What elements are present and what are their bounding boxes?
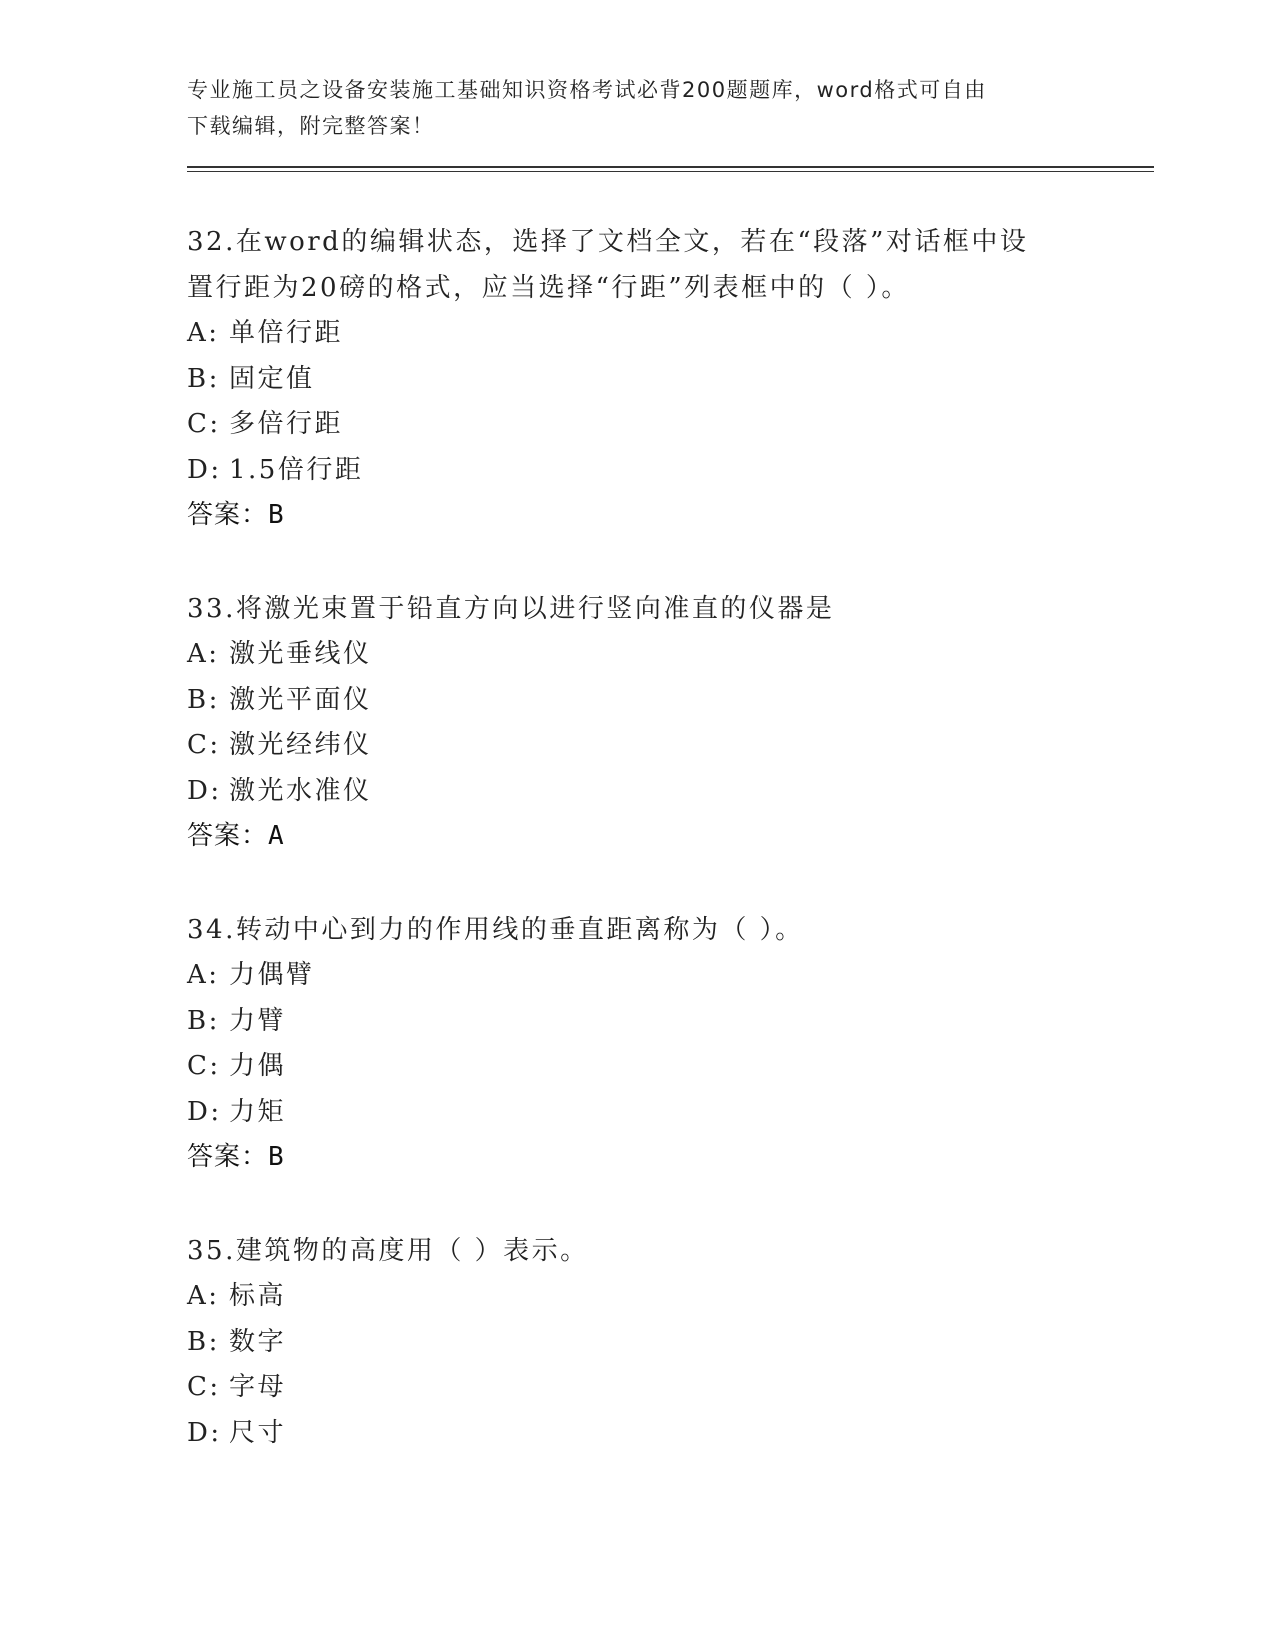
option-text: 数字 [229,1326,287,1357]
answer-line [187,1135,1147,1181]
header-divider [187,166,1154,172]
question-text-line: 32.在word的编辑状态，选择了文档全文，若在“段落”对话框中设 [187,227,1029,257]
option-label: B: [187,363,220,394]
option-text: 激光水准仪 [229,775,372,806]
question-text-line: 34.转动中心到力的作用线的垂直距离称为（ ）。 [187,914,804,945]
option-label: A: [187,1281,220,1311]
option-label: A: [187,960,220,990]
option-text: 激光垂线仪 [229,639,372,669]
option-text: 字母 [229,1372,287,1402]
option-b [187,999,1147,1045]
option-label: A: [187,639,220,669]
option-a [187,1274,1147,1320]
option-b [187,1320,1147,1366]
option-c [187,1044,1147,1090]
option-label: C: [187,409,221,439]
header-line-1: 专业施工员之设备安装施工基础知识资格考试必背200题题库，word格式可自由 [187,78,987,102]
option-a [187,311,1147,357]
option-text: 标高 [229,1281,287,1311]
option-label: A: [187,318,220,348]
question-text-line: 33.将激光束置于铅直方向以进行竖向准直的仪器是 [187,593,835,624]
option-label: C: [187,1372,221,1402]
option-label: D: [187,775,222,806]
document-header [187,72,1147,144]
option-text: 激光经纬仪 [229,730,372,760]
question-32 [187,220,1147,539]
option-text: 尺寸 [229,1417,287,1448]
option-a [187,953,1147,999]
option-text: 力偶 [229,1051,287,1081]
header-line-2: 下载编辑，附完整答案！ [187,114,435,138]
option-text: 1.5倍行距 [229,454,364,485]
option-label: C: [187,1051,221,1081]
answer-prefix: 答案： [187,1142,269,1172]
option-b [187,357,1147,403]
option-text: 激光平面仪 [229,684,372,715]
question-text-line: 35.建筑物的高度用（ ）表示。 [187,1235,589,1266]
option-d [187,448,1147,494]
option-label: B: [187,1005,220,1036]
option-text: 多倍行距 [229,409,344,439]
question-34 [187,908,1147,1181]
answer-value: B [268,500,285,530]
answer-prefix: 答案： [187,821,269,851]
option-label: C: [187,730,221,760]
option-text: 固定值 [229,363,315,394]
option-text: 力偶臂 [229,960,315,990]
answer-value: A [268,821,285,851]
answer-line [187,814,1147,860]
option-text: 力矩 [229,1096,287,1127]
option-c [187,1365,1147,1411]
option-d [187,1090,1147,1136]
answer-value: B [268,1142,285,1172]
option-label: D: [187,1096,222,1127]
option-text: 单倍行距 [229,318,344,348]
option-label: D: [187,1417,222,1448]
answer-prefix: 答案： [187,500,269,530]
option-label: D: [187,454,222,485]
option-a [187,632,1147,678]
option-c [187,402,1147,448]
document-page [187,72,1147,1456]
answer-line [187,493,1147,539]
option-label: B: [187,1326,220,1357]
question-35 [187,1229,1147,1457]
question-33 [187,587,1147,860]
option-b [187,678,1147,724]
question-text-line: 置行距为20磅的格式，应当选择“行距”列表框中的（ ）。 [187,272,910,303]
option-c [187,723,1147,769]
option-d [187,1411,1147,1457]
option-label: B: [187,684,220,715]
option-d [187,769,1147,815]
option-text: 力臂 [229,1005,287,1036]
